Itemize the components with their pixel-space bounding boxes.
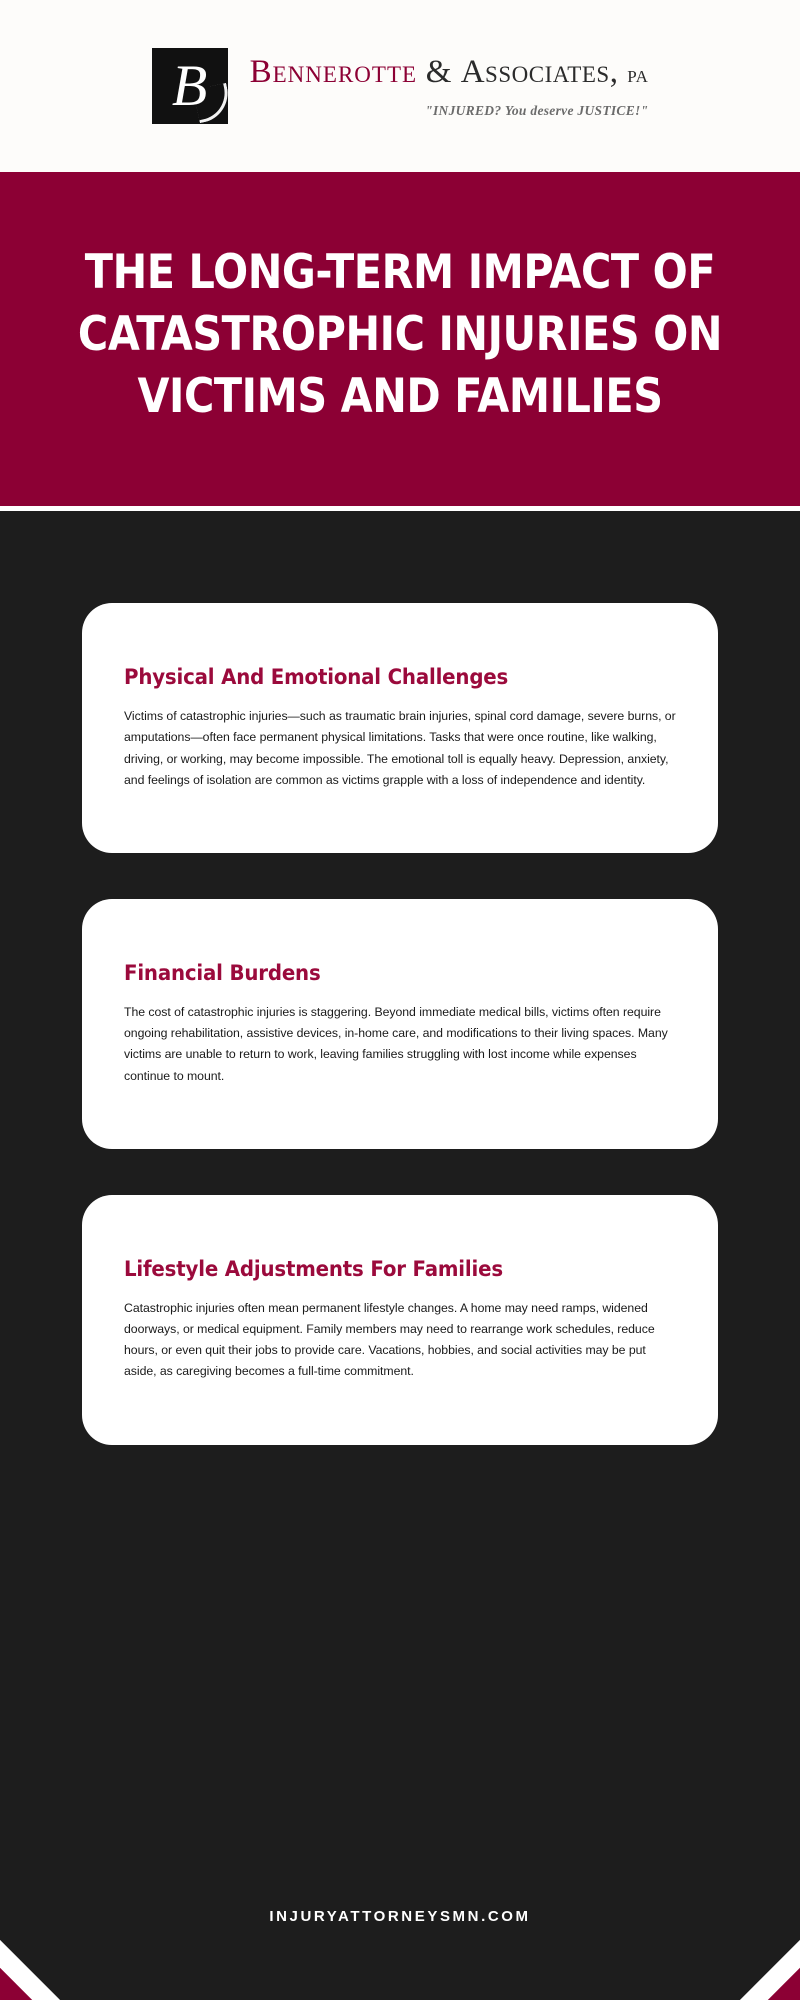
firm-name <box>250 54 649 91</box>
monogram-letter: B <box>171 53 208 118</box>
firm-name-primary: Bennerotte <box>249 54 418 90</box>
card-body: Catastrophic injuries often mean permanent lifestyle changes. A home may need ramps, widened doorways, or medical equipment. Family members may need to rearrange work schedules, reduce hours, or even quit their jobs to provide care. Vacations, hobbies, and social activities may be put aside, as caregiving becomes a full-time commitment. <box>124 1300 655 1379</box>
content-card <box>82 603 718 853</box>
website-url[interactable]: INJURYATTORNEYSMN.COM <box>269 1908 531 1925</box>
firm-name-ampersand: & <box>425 54 452 90</box>
page-title: THE LONG-TERM IMPACT OF CATASTROPHIC INJURIES ON VICTIMS AND FAMILIES <box>77 245 723 425</box>
card-body: The cost of catastrophic injuries is staggering. Beyond immediate medical bills, victims often require ongoing rehabilitation, assistive devices, in-home care, and modifications to their living spaces. Many victims are unable to return to work, leaving families struggling with lost income while expenses continue to mount. <box>124 1005 668 1083</box>
logo-lockup <box>152 48 649 124</box>
firm-name-suffix: pa <box>627 62 649 88</box>
bennerotte-monogram-b-icon <box>152 48 228 124</box>
title-band <box>0 172 800 511</box>
content-card <box>82 1195 718 1445</box>
logo-text-block <box>250 48 649 119</box>
site-footer <box>0 1832 800 2000</box>
content-cards <box>0 511 800 1445</box>
card-body: Victims of catastrophic injuries—such as traumatic brain injuries, spinal cord damage, severe burns, or amputations—often face permanent physical limitations. Tasks that were once routine, like walking, driving, or working, may become impossible. The emotional toll is equally heavy. Depression, anxiety, and feelings of isolation are common as victims grapple with a loss of independence and identity. <box>124 709 676 787</box>
card-heading: Physical And Emotional Challenges <box>124 665 509 691</box>
card-heading: Financial Burdens <box>124 961 321 987</box>
firm-name-secondary: Associates, <box>460 54 619 90</box>
content-card <box>82 899 718 1149</box>
firm-tagline: "INJURED? You deserve JUSTICE!" <box>425 103 649 118</box>
card-heading: Lifestyle Adjustments For Families <box>124 1256 503 1282</box>
site-header <box>0 0 800 172</box>
